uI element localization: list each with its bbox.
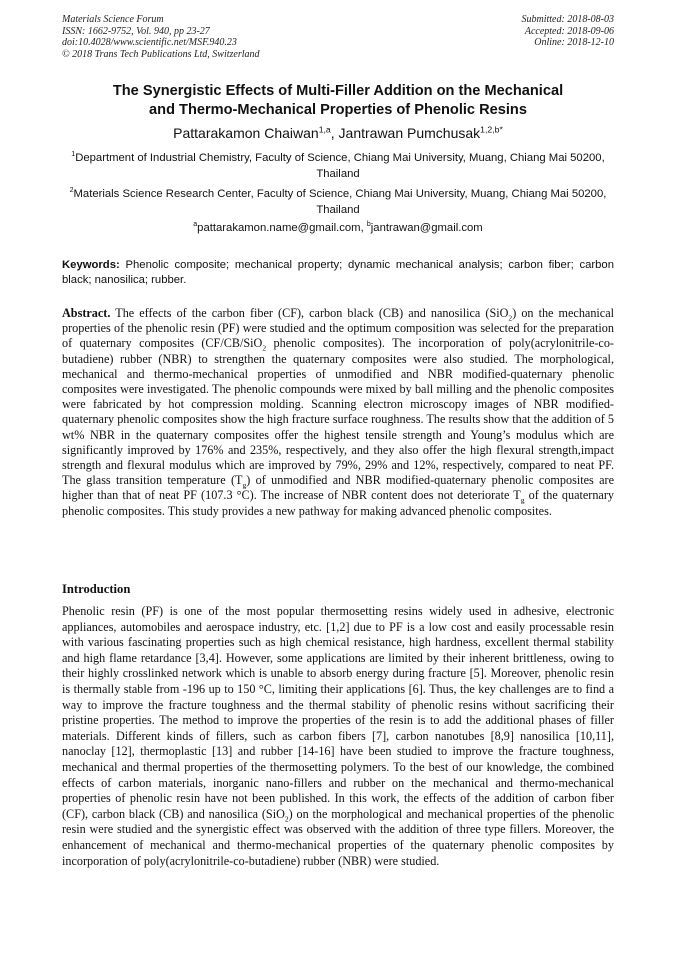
introduction-text-1: Phenolic resin (PF) is one of the most popular thermosetting resins widely used in adhesive, electronic appliances, automobiles and aerospace industry, etc. [1,2] due to PF is a low cost and easily processable resin with various fascinating properties such as high chemical resistance, high hardness, excellent thermal stability and high flame retardance [3,4]. However, some applications are limited by their inherent brittleness, owing to their highly crosslinked network which is unable to absorb energy during fracture [5]. Moreover, phenolic resin is thermally stable from -196 up to 150 °C, limiting their applications [6]. Thus, the key challenges are to find a way to improve the fracture toughness and the thermal stability of phenolic resins without sacrificing their pristine properties. The method to improve the properties of the resin is to add the additional phases of filler materials. Different kinds of fillers, such as carbon fibers [7], carbon nanotubes [8,9] nanosilica [10,11], nanoclay [12], thermoplastic [13] and rubber [14-16] have been studied to improve the fracture toughness, mechanical and thermal properties of the thermosetting polymers. To the best of our knowledge, the combined effects of carbon materials, inorganic nano-fillers and rubber on the mechanical and thermo-mechanical properties of phenolic resin have not been published. In this work, the effects of the addition of carbon fiber (CF), carbon black (CB) and nanosilica (SiO xyxy=(62,604,614,821)
abstract-text-3: phenolic composites). The incorporation of poly(acrylonitrile-co-butadiene) rubber (NBR) to strengthen the quaternary composites were also studied. The morphological, mechanical and thermo-mechanical properties of unmodified and NBR modified-quaternary phenolic composites were investigated. The phenolic compounds were mixed by ball milling and the phenolic composites were fabricated by hot compression molding. Scanning electron microscopy images of NBR modified-quaternary phenolic composites show the high fracture surface roughness. The results show that the addition of 5 wt% NBR in the quaternary composites offer the highest tensile strength and Young’s modulus which are significantly improved by 176% and 235%, respectively, and they also offer the high flexural strength,impact strength and flexural modulus which are improved by 79%, 29% and 12%, respectively, compared to neat PF. The glass transition temperature (T xyxy=(62,336,614,488)
author-separator: , xyxy=(330,125,339,141)
affiliation-2-mark: 2 xyxy=(69,187,74,195)
email-a[interactable]: pattarakamon.name@gmail.com xyxy=(197,222,361,234)
accepted-date: Accepted: 2018-09-06 xyxy=(524,25,614,37)
keywords xyxy=(62,258,614,288)
issn-line: ISSN: 1662-9752, Vol. 940, pp 23-27 xyxy=(62,25,210,37)
author-2: Jantrawan Pumchusak xyxy=(338,125,481,141)
author-emails xyxy=(62,221,614,236)
email-b[interactable]: jantrawan@gmail.com xyxy=(370,222,483,234)
abstract-text-5: of the quaternary phenolic composites. This study provides a new pathway for making advanced phenolic composites. xyxy=(62,488,614,518)
abstract-subscript-3: g xyxy=(242,480,247,490)
affiliation-2-text: Materials Science Research Center, Faculty of Science, Chiang Mai University, Muang, Chiang Mai 50200, Thailand xyxy=(73,188,607,216)
abstract-subscript-1: 2 xyxy=(508,313,513,323)
affiliation-1 xyxy=(62,150,614,182)
introduction-body xyxy=(62,604,614,869)
affiliation-1-mark: 1 xyxy=(71,151,76,159)
author-1-affiliation-mark: 1,a xyxy=(318,124,331,135)
affiliation-2 xyxy=(62,186,614,218)
abstract-text-2: ) on the mechanical properties of the phenolic resin (PF) were studied and the optimum composition was selected for the preparation of quaternary composites (CF/CB/SiO xyxy=(62,306,615,351)
abstract-subscript-2: 2 xyxy=(262,343,267,353)
author-2-affiliation-mark: 1,2,b* xyxy=(480,124,503,135)
journal-info xyxy=(62,14,260,60)
abstract-text-4: ) of unmodified and NBR modified-quaternary phenolic composites are higher than that of neat PF (107.3 °C). The increase of NBR content does not deteriorate T xyxy=(62,473,615,503)
author-1: Pattarakamon Chaiwan xyxy=(173,125,319,141)
paper-title xyxy=(62,82,614,120)
doi-link[interactable]: doi:10.4028/www.scientific.net/MSF.940.23 xyxy=(62,37,237,48)
abstract-text-1: The effects of the carbon fiber (CF), carbon black (CB) and nanosilica (SiO xyxy=(110,306,509,320)
author-list xyxy=(62,124,614,142)
introduction-heading: Introduction xyxy=(62,582,131,596)
email-a-mark: a xyxy=(193,221,198,229)
publication-dates xyxy=(522,14,615,49)
introduction-text-2: ) on the morphological and mechanical properties of the phenolic resin were studied and the synergistic effect was observed with the addition of three type fillers. Moreover, the enhancement of mechanical and thermo-mechanical properties of the quaternary phenolic composites by incorporation of poly(acrylonitrile-co-butadiene) rubber (NBR) were studied. xyxy=(62,806,614,868)
submitted-date: Submitted: 2018-08-03 xyxy=(521,14,614,25)
title-line-2: and Thermo-Mechanical Properties of Phenolic Resins xyxy=(149,102,527,118)
journal-name: Materials Science Forum xyxy=(62,14,164,25)
keywords-text: Phenolic composite; mechanical property; dynamic mechanical analysis; carbon fiber; carbon black; nanosilica; rubber. xyxy=(62,259,614,286)
title-line-1: The Synergistic Effects of Multi-Filler Addition on the Mechanical xyxy=(112,83,564,99)
affiliation-1-text: Department of Industrial Chemistry, Faculty of Science, Chiang Mai University, Muang, Chiang Mai 50200, Thailand xyxy=(75,152,605,180)
online-date: Online: 2018-12-10 xyxy=(534,37,614,48)
email-b-mark: b xyxy=(366,221,371,229)
introduction-subscript-1: 2 xyxy=(284,814,289,824)
abstract-label: Abstract. xyxy=(62,306,111,320)
abstract-subscript-4: g xyxy=(520,495,525,505)
copyright-line: © 2018 Trans Tech Publications Ltd, Switzerland xyxy=(62,48,260,60)
email-separator: , xyxy=(360,222,367,234)
abstract xyxy=(62,306,614,519)
keywords-label: Keywords: xyxy=(62,259,120,271)
